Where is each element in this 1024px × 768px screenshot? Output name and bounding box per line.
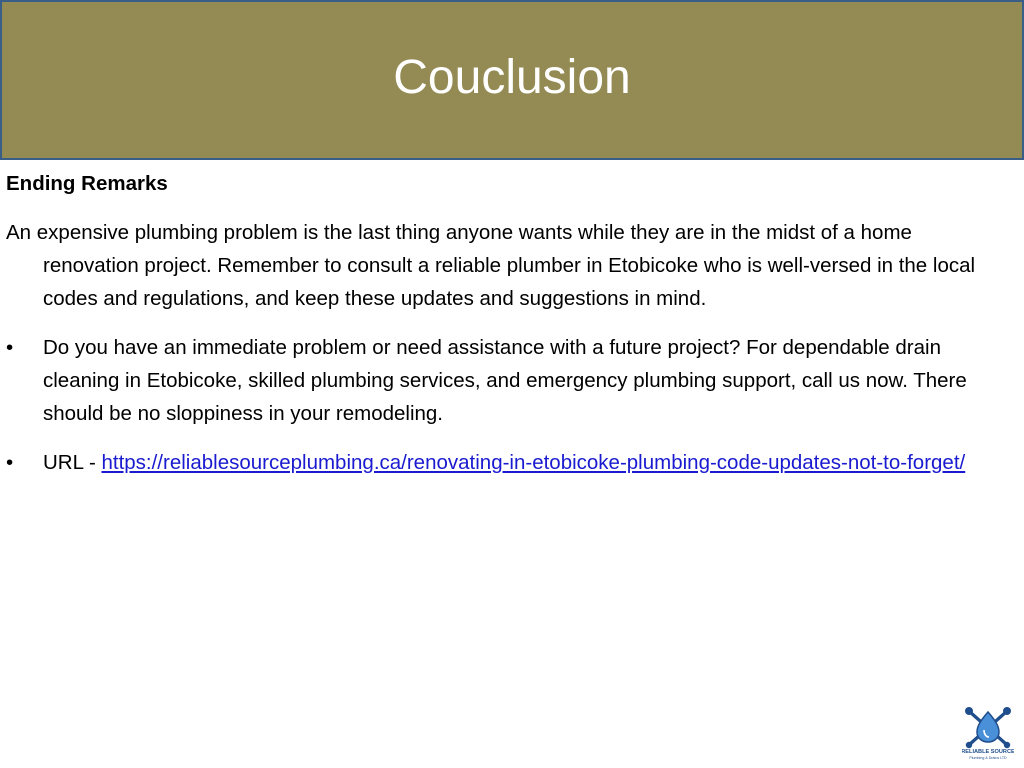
bullet-item <box>6 331 1010 430</box>
logo-name-line2: Plumbing & Drains LTD <box>969 756 1007 760</box>
source-url-link[interactable]: https://reliablesourceplumbing.ca/renovating-in-etobicoke-plumbing-code-updates-not-to-forget/ <box>101 451 966 474</box>
logo-emblem-icon <box>962 706 1014 762</box>
bullet-text: Do you have an immediate problem or need assistance with a future project? For dependable drain cleaning in Etobicoke, skilled plumbing services, and emergency plumbing support, call us now. There should be no sloppiness in your remodeling. <box>43 336 967 425</box>
bullet-marker: • <box>6 336 14 359</box>
title-bar <box>0 0 1024 160</box>
slide-title: Couclusion <box>393 50 631 104</box>
company-logo <box>962 706 1014 762</box>
section-heading: Ending Remarks <box>6 172 168 195</box>
url-prefix: URL - <box>43 451 102 474</box>
logo-name-line1: RELIABLE SOURCE <box>962 749 1014 755</box>
bullet-item-url <box>6 446 1010 479</box>
bullet-marker: • <box>6 451 14 474</box>
slide-content <box>6 167 1010 495</box>
intro-paragraph: An expensive plumbing problem is the last thing anyone wants while they are in the midst of a home renovation project. Remember to consult a reliable plumber in Etobicoke who is well-versed in the local codes and regulations, and keep these updates and suggestions in mind. <box>6 221 976 310</box>
